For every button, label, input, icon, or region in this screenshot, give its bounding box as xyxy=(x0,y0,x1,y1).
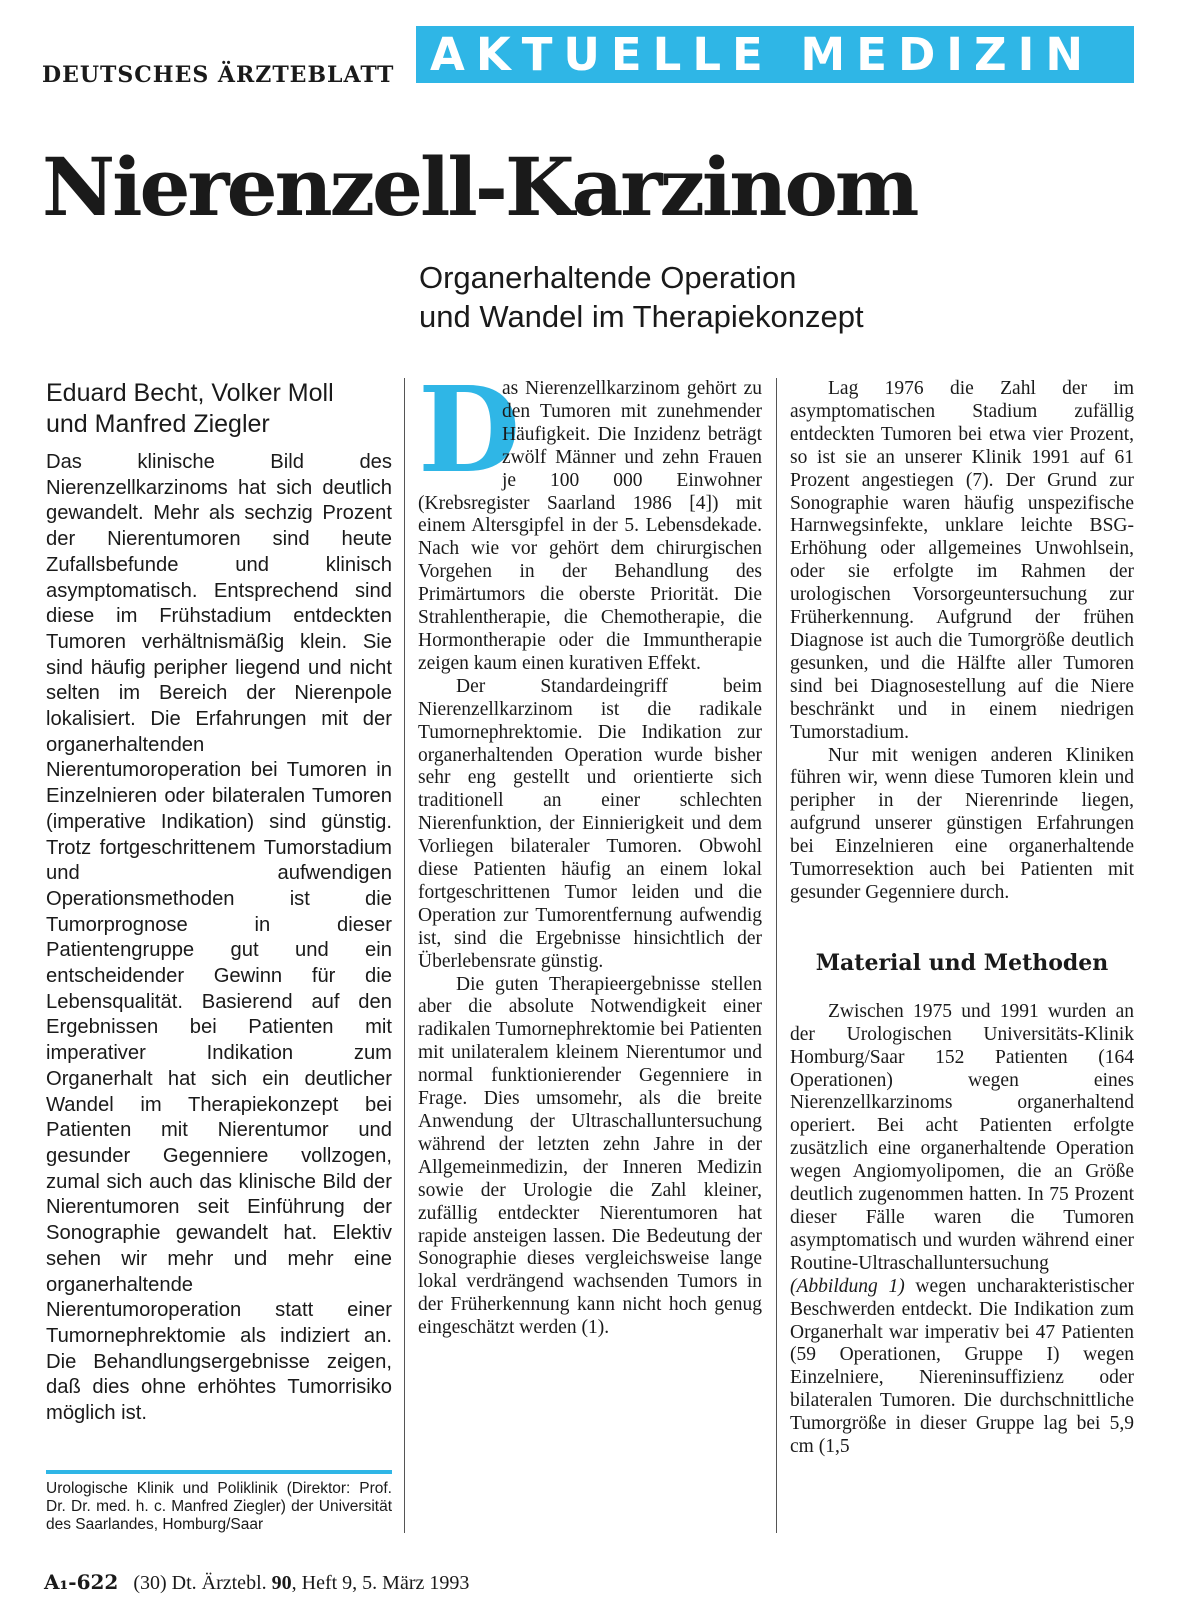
figure-reference: (Abbildung 1) xyxy=(790,1275,905,1297)
body-paragraph xyxy=(790,1001,1134,1459)
abstract xyxy=(46,450,392,1427)
body-paragraph xyxy=(418,360,762,676)
body-paragraph: Nur mit wenigen anderen Kliniken führen wir, wenn diese Tumoren klein und peripher in der Nierenrinde liegen, aufgrund unserer günstigen Erfahrungen bei Einzelnieren eine organerhaltende Tumorresektion auch bei Patienten mit gesunder Gegenniere durch. xyxy=(790,744,1134,903)
section-heading: Material und Methoden xyxy=(815,949,1109,976)
page-footer xyxy=(44,1570,469,1595)
abstract-column xyxy=(46,378,392,1427)
drop-cap: D xyxy=(418,360,521,499)
affiliation: Urologische Klinik und Poliklinik (Direktor: Prof. Dr. Dr. med. h. c. Manfred Ziegler) der Universität des Saarlandes, Homburg/Saar xyxy=(46,1480,392,1533)
body-column-2 xyxy=(418,360,762,1340)
body-paragraph: Die guten Therapieergebnisse stellen aber die absolute Notwendigkeit einer radikalen Tumornephrektomie bei Patienten mit unilateralem kleinem Nierentumor und normal funktionierender Gegenniere in Frage. Dies umsomehr, als die breite Anwendung der Ultraschalluntersuchung während der letzten zehn Jahre in der Allgemeinmedizin, der Inneren Medizin sowie der Urologie die Zahl kleiner, zufällig entdeckter Nierentumoren hat rapide ansteigen lassen. Die Bedeutung der Sonographie dieses vergleichsweise lange lokal verdrängend wachsenden Tumors in der Früherkennung kann nicht hoch genug eingeschätzt werden (1). xyxy=(418,973,762,1339)
authors xyxy=(46,378,392,440)
authors-line-2: und Manfred Ziegler xyxy=(46,410,270,438)
body-paragraph-text: as Nierenzellkarzinom gehört zu den Tumoren mit zunehmender Häufigkeit. Die Inzidenz beträgt zwölf Männer und zehn Frauen je 100 000 Einwohner (Krebsregister Saarland 1986 [4]) mit einem Altersgipfel in der 5. Lebensdekade. Nach wie vor gehört dem chirurgischen Vorgehen in der Behandlung des Primärtumors die oberste Priorität. Die Strahlentherapie, die Chemotherapie, die Hormontherapie oder die Immuntherapie zeigen kaum einen kurativen Effekt. xyxy=(418,378,762,674)
column-divider-2 xyxy=(776,378,777,1533)
body-paragraph: Lag 1976 die Zahl der im asymptomatischen Stadium zufällig entdeckten Tumoren bei etwa vier Prozent, so ist sie an unserer Klinik 1991 auf 61 Prozent angestiegen (7). Der Grund zur Sonographie waren häufig unspezifische Harnwegsinfekte, unklare leichte BSG-Erhöhung oder allgemeines Unwohlsein, oder sie erfolgte im Rahmen der urologischen Vorsorgeuntersuchung zur Früherkennung. Aufgrund der frühen Diagnose ist auch die Tumorgröße deutlich gesunken, und die Hälfte aller Tumoren sind bei Diagnosestellung auf die Niere beschränkt und in einem niedrigen Tumorstadium. xyxy=(790,378,1134,743)
abstract-text: Das klinische Bild des Nierenzellkarzinoms hat sich deutlich gewandelt. Mehr als sechzig Prozent der Nierentumoren sind heute Zufallsbefunde und klinisch asymptomatisch. Entsprechend sind diese im Frühstadium entdeckten Tumoren verhältnismäßig klein. Sie sind häufig peripher liegend und nicht selten im Bereich der Nierenpole lokalisiert. Die Erfahrungen mit der organerhaltenden Nierentumoroperation bei Tumoren in Einzelnieren oder bilateralen Tumoren (imperative Indikation) sind günstig. Trotz fortgeschrittenem Tumorstadium und aufwendigen Operationsmethoden ist die Tumorprognose in dieser Patientengruppe gut und ein entscheidender Gewinn für die Lebensqualität. Basierend auf den Ergebnissen bei Patienten mit imperativer Indikation zum Organerhalt hat sich ein deutlicher Wandel im Therapiekonzept bei Patienten mit Nierentumor und gesunder Gegenniere vollzogen, zumal sich auch das klinische Bild der Nierentumoren seit Einführung der Sonographie gewandelt hat. Elektiv sehen wir mehr und mehr eine organerhaltende Nierentumoroperation statt einer Tumornephrektomie als indiziert an. Die Behandlungsergebnisse zeigen, daß dies ohne erhöhtes Tumorrisiko möglich ist. xyxy=(46,451,392,1425)
body-column-3 xyxy=(790,378,1134,1459)
body-paragraph-text: wegen uncharakteristischer Beschwerden entdeckt. Die Indikation zum Organerhalt war imperativ bei 47 Patienten (59 Operationen, Gruppe I) wegen Einzelniere, Niereninsuffizienz oder bilateralen Tumoren. Die durchschnittliche Tumorgröße in dieser Gruppe lag bei 5,9 cm (1,5 xyxy=(790,1275,1134,1458)
column-divider-1 xyxy=(404,378,405,1533)
subtitle-line-1: Organerhaltende Operation xyxy=(419,260,797,295)
affiliation-divider xyxy=(46,1470,392,1474)
page-number: A₁-622 xyxy=(44,1570,119,1594)
volume-number: 90 xyxy=(271,1572,292,1594)
authors-line-1: Eduard Becht, Volker Moll xyxy=(46,379,334,407)
section-banner: AKTUELLE MEDIZIN xyxy=(416,26,1134,83)
body-paragraph-text: Zwischen 1975 und 1991 wurden an der Urologischen Universitäts-Klinik Homburg/Saar 152 Patienten (164 Operationen) wegen eines Nierenzellkarzinoms organerhaltend operiert. Bei acht Patienten erfolgte zusätzlich eine organerhaltende Operation wegen Angiomyolipomen, die an Größe deutlich zugenommen hatten. In 75 Prozent dieser Fälle waren die Tumoren asymptomatisch und wurden während einer Routine-Ultraschalluntersuchung xyxy=(790,1000,1134,1274)
journal-name: DEUTSCHES ÄRZTEBLATT xyxy=(42,62,395,88)
body-paragraph: Der Standardeingriff beim Nierenzellkarzinom ist die radikale Tumornephrektomie. Die Indikation zur organerhaltenden Operation wurde bisher sehr eng gestellt und orientierte sich traditionell an einer schlechten Nierenfunktion, der Einnierigkeit und dem Vorliegen bilateraler Tumoren. Obwohl diese Patienten häufig an einem lokal fortgeschrittenen Tumor leiden und die Operation zur Tumorentfernung aufwendig ist, sind die Ergebnisse hinsichtlich der Überlebensrate günstig. xyxy=(418,675,762,972)
issue-citation: (30) Dt. Ärztebl. xyxy=(133,1572,267,1594)
article-title: Nierenzell-Karzinom xyxy=(42,140,917,234)
article-subtitle xyxy=(419,258,864,336)
issue-details: , Heft 9, 5. März 1993 xyxy=(291,1572,470,1594)
subtitle-line-2: und Wandel im Therapiekonzept xyxy=(419,299,864,334)
